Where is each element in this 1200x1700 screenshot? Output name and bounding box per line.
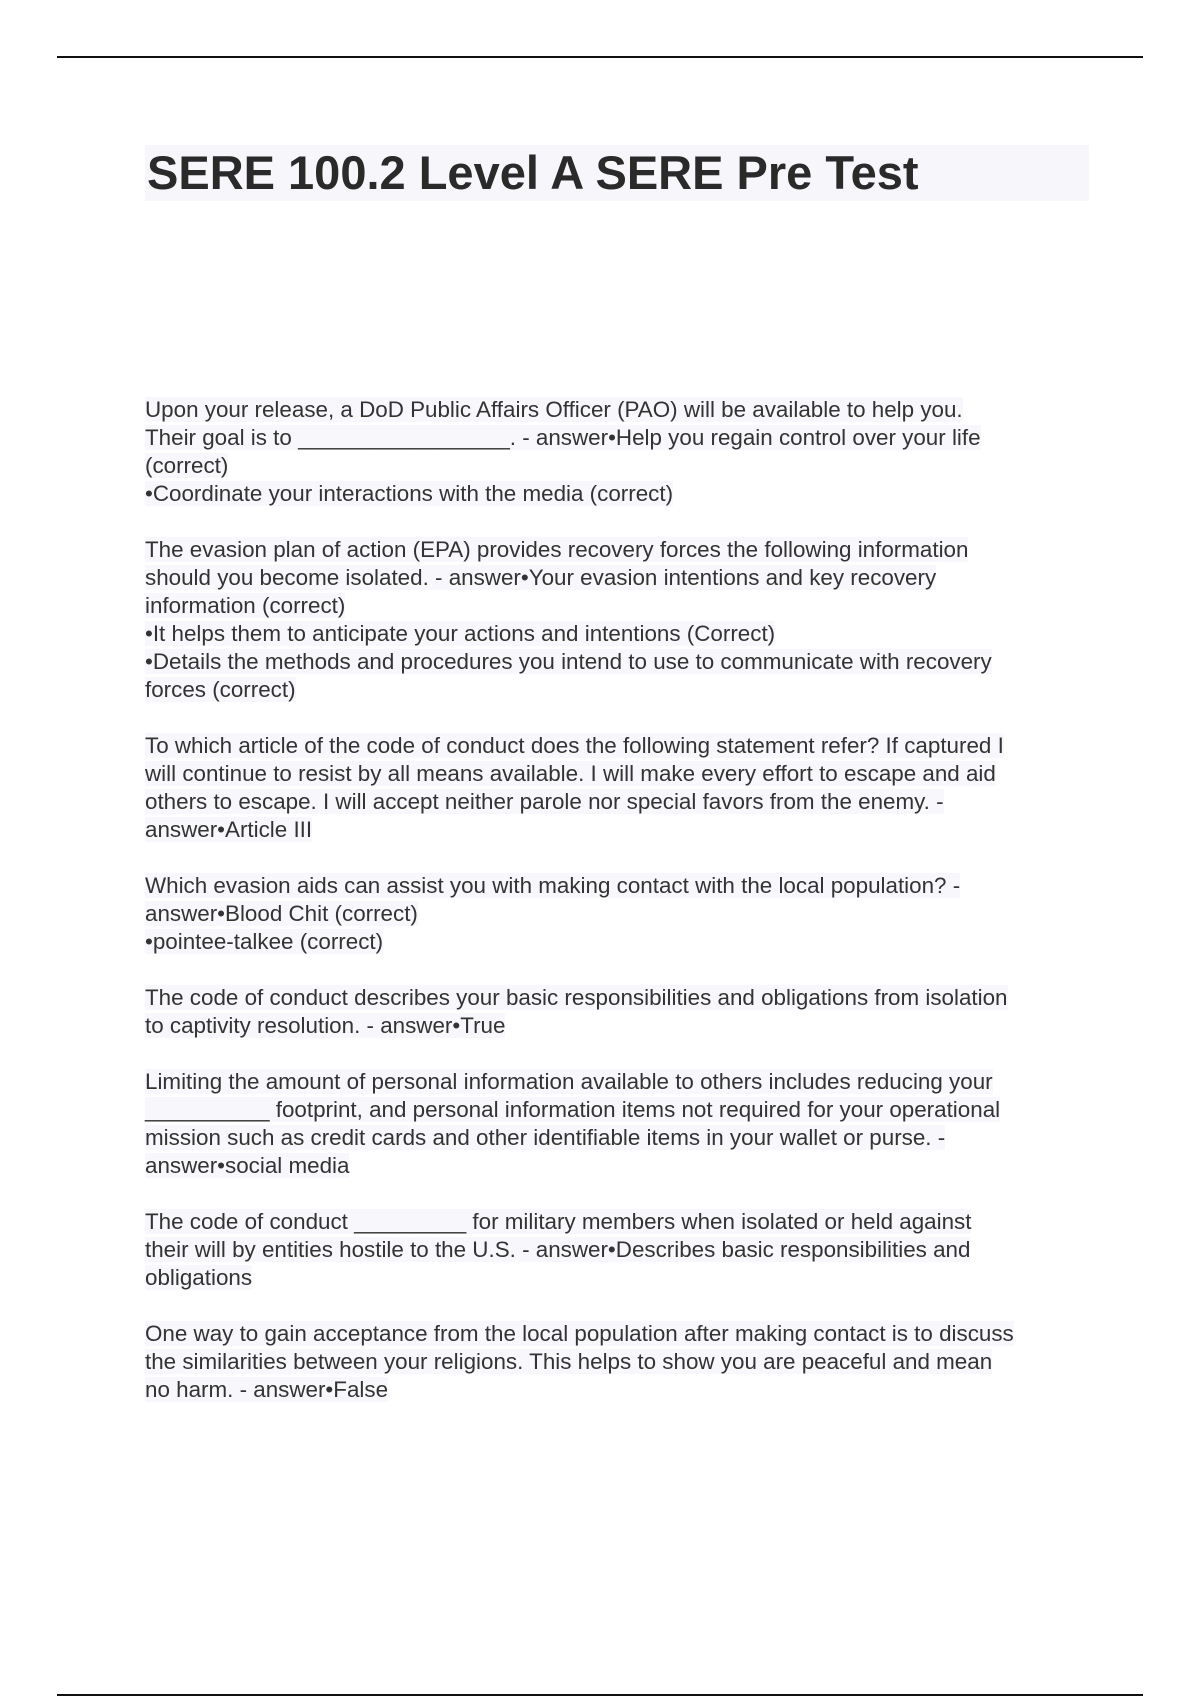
question-line-text: Their goal is to _________________. - answer•Help you regain control over your life [145,425,981,450]
question-line-text: no harm. - answer•False [145,1377,389,1402]
question-line-text: •Details the methods and procedures you intend to use to communicate with recovery [145,649,992,674]
question-line [145,1320,1089,1348]
question-line [145,872,1089,900]
question-line [145,648,1089,676]
question-line-text: •It helps them to anticipate your actions and intentions (Correct) [145,621,776,646]
question-line-text: should you become isolated. - answer•Your evasion intentions and key recovery [145,565,937,590]
question-item [145,1208,1089,1292]
question-line-text: forces (correct) [145,677,296,702]
top-rule [57,56,1143,58]
question-line [145,536,1089,564]
question-line [145,984,1089,1012]
question-line [145,480,1089,508]
question-line [145,396,1089,424]
question-line-text: Limiting the amount of personal information available to others includes reducing your [145,1069,993,1094]
question-line [145,816,1089,844]
title-block [145,145,1089,201]
question-line [145,788,1089,816]
question-line [145,592,1089,620]
question-line [145,1208,1089,1236]
question-line-text: Which evasion aids can assist you with making contact with the local population? - [145,873,961,898]
question-line [145,1096,1089,1124]
question-item [145,396,1089,508]
question-line [145,928,1089,956]
question-line [145,1348,1089,1376]
question-item [145,872,1089,956]
question-item [145,984,1089,1040]
question-list [145,396,1089,1432]
question-line-text: information (correct) [145,593,346,618]
question-item [145,732,1089,844]
question-line-text: others to escape. I will accept neither parole nor special favors from the enemy. - [145,789,944,814]
question-line [145,1152,1089,1180]
question-item [145,536,1089,704]
page-title: SERE 100.2 Level A SERE Pre Test [147,146,919,199]
question-line-text: to captivity resolution. - answer•True [145,1013,506,1038]
question-line-text: To which article of the code of conduct does the following statement refer? If captured I [145,733,1004,758]
bottom-rule [57,1694,1143,1696]
question-line-text: answer•social media [145,1153,350,1178]
question-line-text: •pointee-talkee (correct) [145,929,384,954]
question-line [145,424,1089,452]
question-line [145,1236,1089,1264]
question-line [145,676,1089,704]
question-line [145,900,1089,928]
question-line [145,620,1089,648]
question-line [145,1068,1089,1096]
question-line-text: obligations [145,1265,253,1290]
question-line-text: the similarities between your religions. This helps to show you are peaceful and mean [145,1349,993,1374]
question-line-text: __________ footprint, and personal information items not required for your operational [145,1097,1001,1122]
question-line [145,1012,1089,1040]
question-line-text: mission such as credit cards and other identifiable items in your wallet or purse. - [145,1125,946,1150]
question-line [145,760,1089,788]
question-line-text: answer•Blood Chit (correct) [145,901,418,926]
question-line [145,1124,1089,1152]
question-line-text: will continue to resist by all means available. I will make every effort to escape and aid [145,761,996,786]
question-line [145,452,1089,480]
question-item [145,1068,1089,1180]
question-line [145,1264,1089,1292]
question-line-text: Upon your release, a DoD Public Affairs Officer (PAO) will be available to help you. [145,397,963,422]
question-line-text: their will by entities hostile to the U.S. - answer•Describes basic responsibilities and [145,1237,971,1262]
question-line-text: •Coordinate your interactions with the media (correct) [145,481,674,506]
question-line [145,1376,1089,1404]
question-line [145,732,1089,760]
question-line-text: The code of conduct _________ for military members when isolated or held against [145,1209,972,1234]
question-line-text: answer•Article III [145,817,313,842]
question-line-text: One way to gain acceptance from the local population after making contact is to discuss [145,1321,1014,1346]
question-line-text: (correct) [145,453,229,478]
question-line-text: The code of conduct describes your basic responsibilities and obligations from isolation [145,985,1008,1010]
question-line [145,564,1089,592]
question-item [145,1320,1089,1404]
question-line-text: The evasion plan of action (EPA) provides recovery forces the following information [145,537,969,562]
